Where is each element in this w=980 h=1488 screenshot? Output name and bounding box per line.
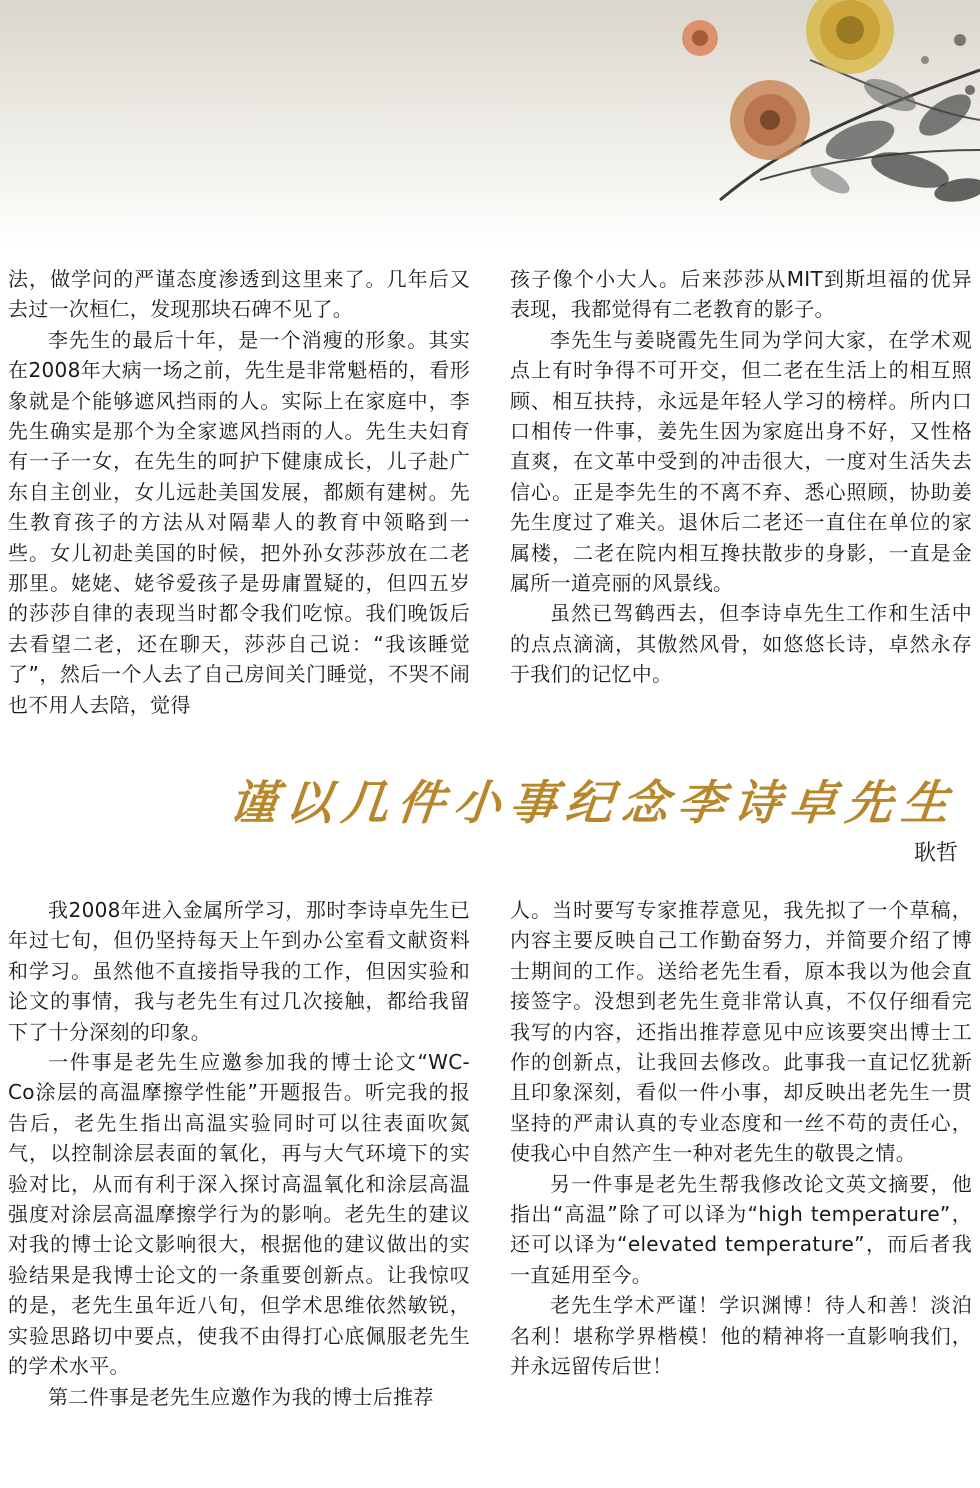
article1-left-paragraph: 法，做学问的严谨态度渗透到这里来了。几年后又去过一次桓仁，发现那块石碑不见了。 (8, 267, 470, 322)
article2-left-paragraph: 第二件事是老先生应邀作为我的博士后推荐 (48, 1384, 434, 1409)
article1-right-paragraph: 李先生与姜晓霞先生同为学问大家，在学术观点上有时争得不可开交，但二老在生活上的相互照顾、相互扶持，永远是年轻人学习的榜样。所内口口相传一件事，姜先生因为家庭出身不好，又性格直爽，在文革中受到的冲击很大，一度对生活失去信心。正是李先生的不离不弃、悉心照顾，协助姜先生度过了难关。退休后二老还一直住在单位的家属楼，二老在院内相互搀扶散步的身影，一直是金属所一道亮丽的风景线。 (510, 327, 972, 596)
article2-right-paragraph: 老先生学术严谨！学识渊博！待人和善！淡泊名利！堪称学界楷模！他的精神将一直影响我们，并永远留传后世！ (510, 1293, 972, 1379)
article1-right-paragraph: 孩子像个小大人。后来莎莎从MIT到斯坦福的优异表现，我都觉得有二老教育的影子。 (510, 267, 972, 322)
article2-right-paragraph: 人。当时要写专家推荐意见，我先拟了一个草稿，内容主要反映自己工作勤奋努力，并简要介绍了博士期间的工作。送给老先生看，原本我以为他会直接签字。没想到老先生竟非常认真，不仅仔细看完我写的内容，还指出推荐意见中应该要突出博士工作的创新点，让我回去修改。此事我一直记忆犹新且印象深刻，看似一件小事，却反映出老先生一贯坚持的严肃认真的专业态度和一丝不苟的责任心，使我心中自然产生一种对老先生的敬畏之情。 (510, 898, 972, 1166)
article2-left-paragraph: 我2008年进入金属所学习，那时李诗卓先生已年过七旬，但仍坚持每天上午到办公室看文献资料和学习。虽然他不直接指导我的工作，但因实验和论文的事情，我与老先生有过几次接触，都给我留下了十分深刻的印象。 (8, 898, 470, 1044)
article1-left-column (8, 264, 470, 720)
header-decoration (0, 0, 980, 250)
article1-right-column (510, 264, 972, 690)
article2-author: 耿哲 (913, 841, 958, 866)
article2-left-paragraph: 一件事是老先生应邀参加我的博士论文“WC-Co涂层的高温摩擦学性能”开题报告。听完我的报告后，老先生指出高温实验同时可以往表面吹氮气，以控制涂层表面的氧化，再与大气环境下的实验对比，从而有利于深入探讨高温氧化和涂层高温强度对涂层高温摩擦学行为的影响。老先生的建议对我的博士论文影响很大，根据他的建议做出的实验结果是我博士论文的一条重要创新点。让我惊叹的是，老先生虽年近八旬，但学术思维依然敏锐，实验思路切中要点，使我不由得打心底佩服老先生的学术水平。 (8, 1050, 470, 1379)
article2-left-column (8, 895, 470, 1412)
article2-title: 谨以几件小事纪念李诗卓先生 (226, 776, 961, 831)
article1-right-paragraph: 虽然已驾鹤西去，但李诗卓先生工作和生活中的点点滴滴，其傲然风骨，如悠悠长诗，卓然永存于我们的记忆中。 (510, 601, 972, 687)
article2-right-paragraph: 另一件事是老先生帮我修改论文英文摘要，他指出“高温”除了可以译为“high temperature”，还可以译为“elevated temperature”，而后者我一直延用至今。 (510, 1171, 972, 1287)
chrysanthemum-illustration (660, 0, 980, 220)
article2-right-column (510, 895, 972, 1382)
article1-left-paragraph: 李先生的最后十年，是一个消瘦的形象。其实在2008年大病一场之前，先生是非常魁梧的，看形象就是个能够遮风挡雨的人。实际上在家庭中，李先生确实是那个为全家遮风挡雨的人。先生夫妇育有一子一女，在先生的呵护下健康成长，儿子赴广东自主创业，女儿远赴美国发展，都颇有建树。先生教育孩子的方法从对隔辈人的教育中领略到一些。女儿初赴美国的时候，把外孙女莎莎放在二老那里。姥姥、姥爷爱孩子是毋庸置疑的，但四五岁的莎莎自律的表现当时都令我们吃惊。我们晚饭后去看望二老，还在聊天，莎莎自己说：“我该睡觉了”，然后一个人去了自己房间关门睡觉，不哭不闹也不用人去陪，觉得 (8, 327, 470, 717)
